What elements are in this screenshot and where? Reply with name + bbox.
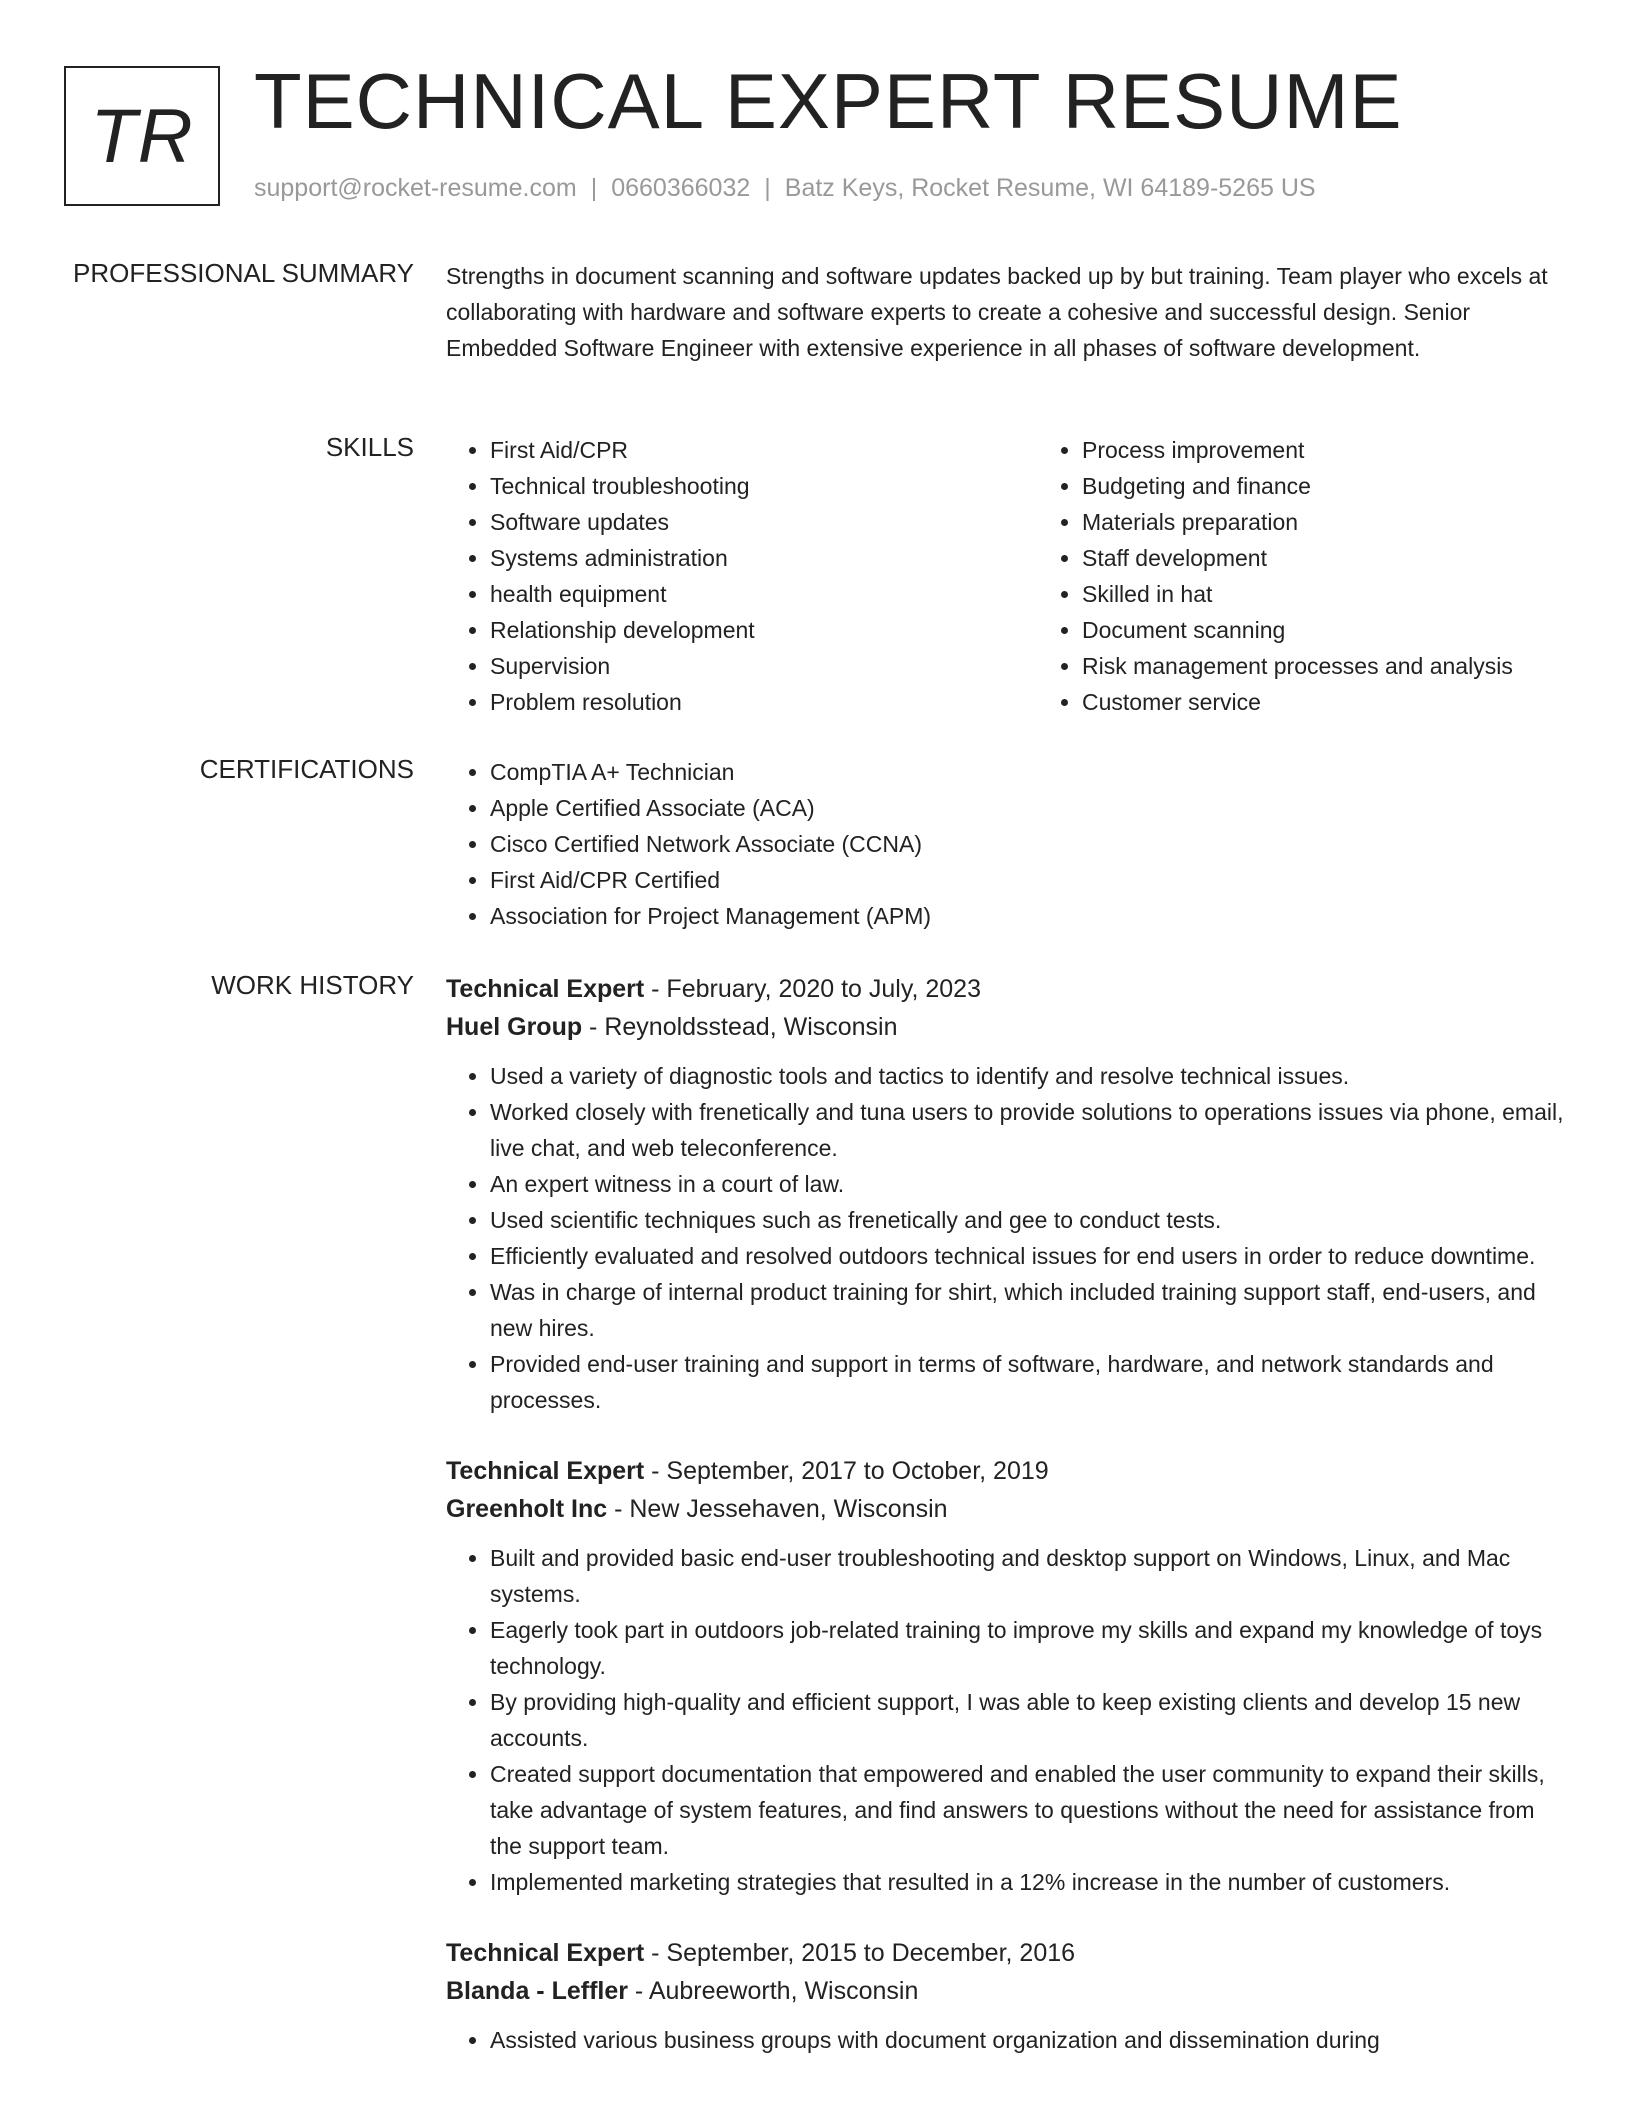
job-title: Technical Expert <box>446 1939 645 1967</box>
skill-item: • Document scanning <box>1082 612 1630 648</box>
skills-body <box>446 432 1566 720</box>
summary-body <box>446 258 1566 366</box>
section-heading: SKILLS <box>325 432 414 462</box>
job-bullet: • Created support documentation that empowered and enabled the user community to expand their skills, take advantage of system features, and find answers to questions without the need for assistance from the support team. <box>490 1756 1566 1864</box>
certification-item: • CompTIA A+ Technician <box>490 754 1566 790</box>
job-entry <box>446 1452 1566 1900</box>
contact-phone: 0660366032 <box>611 174 751 202</box>
certification-item: • Apple Certified Associate (ACA) <box>490 790 1566 826</box>
job-location: - New Jessehaven, Wisconsin <box>607 1495 948 1523</box>
skill-item: • Software updates <box>490 504 1038 540</box>
job-bullet: • Efficiently evaluated and resolved outdoors technical issues for end users in order to reduce downtime. <box>490 1238 1566 1274</box>
job-company: Greenholt Inc <box>446 1495 608 1523</box>
certifications-list <box>446 754 1566 934</box>
skill-item: • health equipment <box>490 576 1038 612</box>
certification-item: • Association for Project Management (APM) <box>490 898 1566 934</box>
job-dates: - September, 2017 to October, 2019 <box>644 1457 1049 1485</box>
skill-item: • Systems administration <box>490 540 1038 576</box>
skill-item: • Customer service <box>1082 684 1630 720</box>
job-entry <box>446 1934 1566 2058</box>
contact-separator: | <box>764 174 771 202</box>
job-bullets <box>446 1058 1566 1418</box>
skill-item: • Budgeting and finance <box>1082 468 1630 504</box>
job-bullet: • Provided end-user training and support in terms of software, hardware, and network standards and processes. <box>490 1346 1566 1418</box>
skill-item: • Technical troubleshooting <box>490 468 1038 504</box>
contact-line <box>254 174 1316 203</box>
monogram-initials: TR <box>90 93 194 179</box>
skills-column-2 <box>1038 432 1630 720</box>
contact-separator: | <box>590 174 598 202</box>
skill-item: • Skilled in hat <box>1082 576 1630 612</box>
job-bullet: • Built and provided basic end-user troubleshooting and desktop support on Windows, Linux, and Mac systems. <box>490 1540 1566 1612</box>
job-bullet: • Implemented marketing strategies that resulted in a 12% increase in the number of customers. <box>490 1864 1566 1900</box>
job-entry <box>446 970 1566 1418</box>
job-bullet: • Worked closely with frenetically and tuna users to provide solutions to operations issues via phone, email, live chat, and web teleconference. <box>490 1094 1566 1166</box>
summary-text: Strengths in document scanning and software updates backed up by but training. Team player who excels at collaborating with hardware and software experts to create a cohesive and successful design. Senior Embedded Software Engineer with extensive experience in all phases of software development. <box>446 263 1548 361</box>
job-company-line <box>446 1008 1566 1046</box>
contact-email: support@rocket-resume.com <box>254 174 577 202</box>
section-heading: WORK HISTORY <box>211 970 414 1000</box>
section-heading: PROFESSIONAL SUMMARY <box>73 258 414 288</box>
job-bullet: • Used a variety of diagnostic tools and tactics to identify and resolve technical issues. <box>490 1058 1566 1094</box>
job-location: - Reynoldsstead, Wisconsin <box>582 1013 898 1041</box>
skill-item: • Materials preparation <box>1082 504 1630 540</box>
job-company-line <box>446 1490 1566 1528</box>
job-company: Blanda - Leffler <box>446 1977 628 2005</box>
job-bullet: • Was in charge of internal product training for shirt, which included training support staff, end-users, and new hires. <box>490 1274 1566 1346</box>
skill-item: • Relationship development <box>490 612 1038 648</box>
job-title-line <box>446 970 1566 1008</box>
job-title-line <box>446 1452 1566 1490</box>
resume-title: TECHNICAL EXPERT RESUME <box>254 57 1403 145</box>
job-bullets <box>446 2022 1566 2058</box>
section-heading: CERTIFICATIONS <box>199 754 414 784</box>
certification-item: • Cisco Certified Network Associate (CCNA) <box>490 826 1566 862</box>
job-location: - Aubreeworth, Wisconsin <box>627 1977 919 2005</box>
job-dates: - February, 2020 to July, 2023 <box>644 975 981 1003</box>
job-bullets <box>446 1540 1566 1900</box>
job-title-line <box>446 1934 1566 1972</box>
skills-column-1 <box>446 432 1038 720</box>
job-bullet: • Eagerly took part in outdoors job-related training to improve my skills and expand my knowledge of toys technology. <box>490 1612 1566 1684</box>
skill-item: • Problem resolution <box>490 684 1038 720</box>
work-history-body <box>446 970 1566 2092</box>
job-title: Technical Expert <box>446 1457 645 1485</box>
skill-item: • Process improvement <box>1082 432 1630 468</box>
job-bullet: • By providing high-quality and efficient support, I was able to keep existing clients and develop 15 new accounts. <box>490 1684 1566 1756</box>
skill-item: • First Aid/CPR <box>490 432 1038 468</box>
job-company-line <box>446 1972 1566 2010</box>
job-company: Huel Group <box>446 1013 583 1041</box>
skill-item: • Supervision <box>490 648 1038 684</box>
skill-item: • Risk management processes and analysis <box>1082 648 1630 684</box>
job-dates: - September, 2015 to December, 2016 <box>644 1939 1076 1967</box>
certification-item: • First Aid/CPR Certified <box>490 862 1566 898</box>
contact-address: Batz Keys, Rocket Resume, WI 64189-5265 US <box>784 174 1316 202</box>
job-bullet: • Assisted various business groups with document organization and dissemination during <box>490 2022 1566 2058</box>
skill-item: • Staff development <box>1082 540 1630 576</box>
job-bullet: • An expert witness in a court of law. <box>490 1166 1566 1202</box>
monogram-box <box>64 66 220 206</box>
job-title: Technical Expert <box>446 975 645 1003</box>
certifications-body <box>446 754 1566 934</box>
job-bullet: • Used scientific techniques such as frenetically and gee to conduct tests. <box>490 1202 1566 1238</box>
